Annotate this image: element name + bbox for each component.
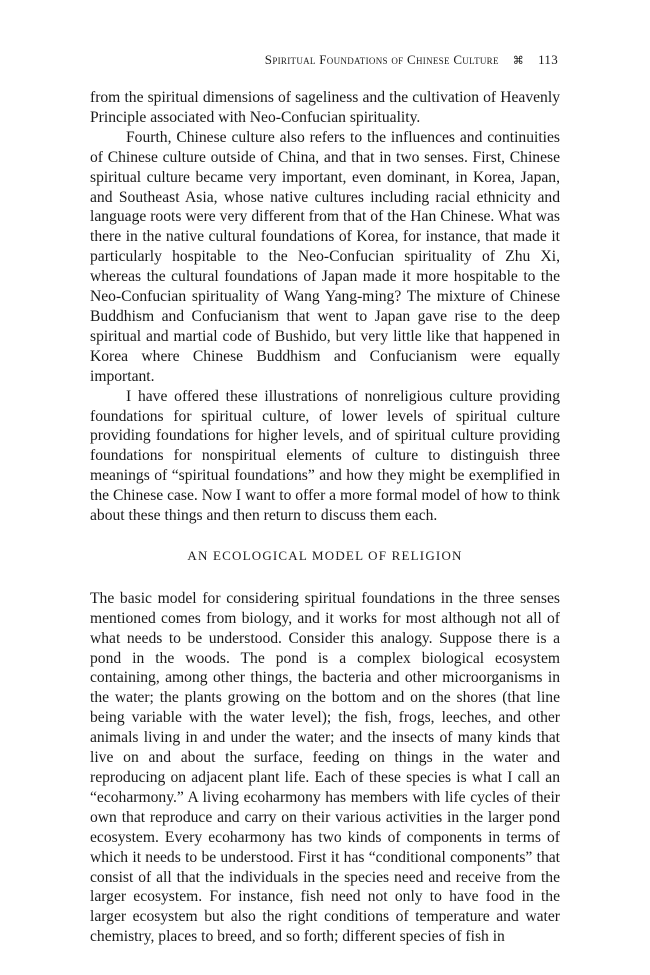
paragraph-ecological-model: The basic model for considering spiritual foundations in the three senses mentioned comes from biology, and it works for most although not all of what needs to be understood. Consider this analogy. Suppose there is a pond in the woods. The pond is a complex biological ecosystem containing, among other things, the bacteria and other microorganisms in the water; the plants growing on the bottom and on the shores (that line being variable with the water level); the fish, frogs, leeches, and other animals living in and under the water; and the insects of many kinds that live on and about the surface, feeding on things in the water and reproducing on adjacent plant life. Each of these species is what I call an “ecoharmony.” A living ecoharmony has members with life cycles of their own that reproduce and carry on their various activities in the larger pond ecosystem. Every ecoharmony has two kinds of components in terms of which it needs to be understood. First it has “conditional components” that consist of all that the individuals in the species need and receive from the larger ecosystem. For instance, fish need not only to have food in the larger ecosystem but also the right conditions of temperature and water chemistry, places to breed, and so forth; different species of fish in (90, 589, 560, 946)
paragraph-continued: from the spiritual dimensions of sageliness and the cultivation of Heavenly Principle associated with Neo-Confucian spirituality. (90, 89, 560, 126)
body-text (90, 88, 560, 947)
paragraph-fourth: Fourth, Chinese culture also refers to the influences and continuities of Chinese culture outside of China, and that in two senses. First, Chinese spiritual culture became very important, even dominant, in Korea, Japan, and Southeast Asia, whose native cultures including racial ethnicity and language roots were very different from that of the Han Chinese. What was there in the native cultural foundations of Korea, for instance, that made it particularly hospitable to the Neo-Confucian spirituality of Zhu Xi, whereas the cultural foundations of Japan made it more hospitable to the Neo-Confucian spirituality of Wang Yang-ming? The mixture of Chinese Buddhism and Confucianism that went to Japan gave rise to the deep spiritual and martial code of Bushido, but very little like that happened in Korea where Chinese Buddhism and Confucianism were equally important. (90, 128, 560, 385)
running-head (265, 52, 558, 68)
page-number: 113 (538, 52, 558, 67)
ornament-icon: ⌘ (512, 55, 525, 67)
paragraph-illustrations: I have offered these illustrations of nonreligious culture providing foundations for spiritual culture, of lower levels of spiritual culture providing foundations for higher levels, and of spiritual culture providing foundations for nonspiritual elements of culture to distinguish three meanings of “spiritual foundations” and how they might be exemplified in the Chinese case. Now I want to offer a more formal model of how to think about these things and then return to discuss them each. (90, 387, 560, 525)
running-title: Spiritual Foundations of Chinese Culture (264, 52, 499, 67)
section-heading: AN ECOLOGICAL MODEL OF RELIGION (187, 547, 463, 563)
